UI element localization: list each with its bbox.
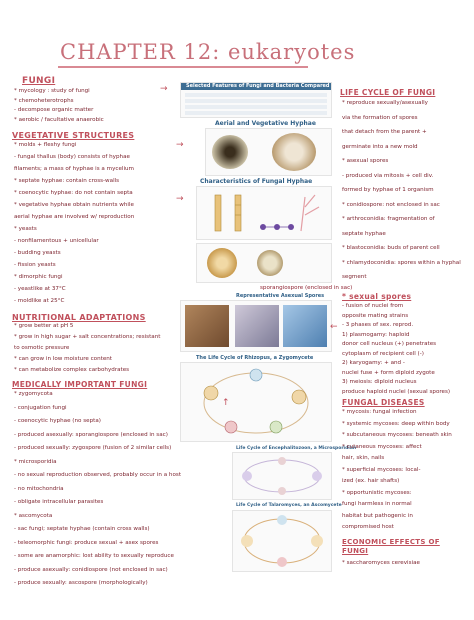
note-line: * cutaneous mycoses: affect [342,443,422,450]
colony-photo [272,133,316,171]
note-line: produce haploid nuclei (sexual spores) [342,388,451,395]
note-line: that detach from the parent + [342,129,427,135]
note-line: - fungal thallus (body) consists of hyphae [14,154,130,160]
note-line: - coenocytic hyphae (no septa) [14,418,101,424]
table-row [185,111,327,115]
note-line: nuclei fuse + form diploid zygote [342,369,435,376]
note-line: * saccharomyces cerevisiae [342,560,420,566]
ascomycete-figure-title: Life Cycle of Talaromyces, an Ascomycete [236,503,342,508]
note-line: cytoplasm of recipient cell (-) [342,350,424,357]
arrow-icon: → [176,194,184,204]
note-line: germinate into a new mold [342,143,418,150]
note-line: * vegetative hyphae obtain nutrients while [14,202,134,208]
note-line: * dimorphic fungi [14,274,63,280]
note-line: - produced sexually: zygospore (fusion of 2 similar cells) [14,445,172,451]
note-line: hair, skin, nails [342,455,385,461]
note-line: 1) plasmogamy: haploid [342,331,410,338]
asexual-spores-figure-title: Representative Asexual Spores [236,293,325,299]
table-title: Selected Features of Fungi and Bacteria Compared [186,83,330,89]
note-line: * can grow in low moisture content [14,356,113,362]
note-line: * asexual spores [342,158,389,164]
spore-photo [185,305,229,347]
note-line: habitat but pathogenic in [342,512,413,519]
note-line: - moldlike at 25°C [14,298,65,304]
note-line: segment [342,274,367,280]
note-line: - fission yeasts [14,262,56,268]
note-line: - produced asexually: sporangiospore (enclosed in sac) [14,431,168,438]
spore-photo [235,305,279,347]
yeast-photo [207,248,237,278]
fungal-diseases-heading: FUNGAL DISEASES [342,398,425,407]
budding-yeast-photo [257,250,283,276]
mold-photo [212,135,248,169]
life-cycle-heading: LIFE CYCLE OF FUNGI [340,88,436,97]
note-line: - nonfilamentous + unicellular [14,238,99,244]
note-line: aerial hyphae are involved w/ reproduction [14,214,135,220]
fungal-hyphae-figure-title: Characteristics of Fungal Hyphae [200,178,313,185]
note-line: filaments; a mass of hyphae is a mycelium [14,166,135,172]
hyphae-diagram [196,186,332,240]
microsporidian-figure-title: Life Cycle of Encephalitozoon, a Microsporidian [236,446,357,451]
note-line: * subcutaneous mycoses: beneath skin [342,432,452,438]
note-line: 2) karyogamy: + and - [342,360,405,366]
microsporidian-cycle-svg [233,453,331,499]
yeast-photo-panel [196,243,332,283]
note-line: - budding yeasts [14,250,61,256]
table-row [185,99,327,103]
arrow-icon: → [160,84,168,94]
note-line: - sac fungi; septate hyphae (contain cross walls) [14,526,150,532]
note-line: * ascomycota [14,512,53,519]
note-line: opposite mating strains [342,312,409,319]
asexual-spores-panel [180,300,332,352]
hyphae-photo-panel [205,128,332,176]
note-line: * mycology : study of fungi [14,88,90,94]
note-line: * blastoconidia: buds of parent cell [342,245,440,251]
note-line: * microsporidia [14,458,57,465]
note-line: * superficial mycoses: local- [342,466,421,473]
note-line: compromised host [342,524,394,530]
note-line: * chemoheterotrophs [14,97,74,104]
note-line: 3) meiosis: diploid nucleus [342,379,417,385]
note-line: - no sexual reproduction observed, probably occur in a host [14,472,182,478]
note-line: * molds + fleshy fungi [14,142,77,148]
medical-heading: MEDICALLY IMPORTANT FUNGI [12,380,148,389]
note-line: * septate hyphae: contain cross-walls [14,178,120,184]
note-line: via the formation of spores [342,114,418,121]
note-line: - obligate intracellular parasites [14,499,104,505]
note-line: * yeasts [14,226,37,232]
note-line: * mycosis: fungal infection [342,409,417,415]
nutrition-heading: NUTRITIONAL ADAPTATIONS [12,313,146,322]
hyphae-figure-title: Aerial and Vegetative Hyphae [215,120,316,127]
note-line: - yeastlike at 37°C [14,286,66,292]
note-line: - fusion of nuclei from [342,303,404,309]
note-line: * grow in high sugar + salt concentrations; resistant [14,334,161,340]
note-line: to osmotic pressure [14,345,70,351]
arrow-icon: ↑ [222,398,230,408]
arrow-icon: → [176,140,184,150]
microsporidian-life-cycle [232,452,332,500]
table-row [185,105,327,109]
note-line: - produced via mitosis + cell div. [342,172,434,179]
arrow-icon: ← [330,322,338,332]
title-underline [58,66,308,68]
economic-effects-heading: ECONOMIC EFFECTS OF FUNGI [342,538,440,555]
note-line: - no mitochondria [14,485,64,492]
note-line: donor cell nucleus (+) penetrates [342,341,437,347]
note-line: * can metabolize complex carbohydrates [14,367,130,373]
hyphae-diagram-svg [197,187,331,239]
note-line: - produce sexually: ascospore (morphologically) [14,580,148,586]
note-line: - decompose organic matter [14,107,94,113]
ascomycete-cycle-svg [233,511,331,571]
note-line: - conjugation fungi [14,404,67,411]
note-line: septate hyphae [342,230,386,237]
note-line: * chlamydoconidia: spores within a hyphal [342,259,461,266]
note-line: - 3 phases of sex. reprod. [342,322,414,328]
note-line: - produce asexually: conidiospore (not enclosed in sac) [14,566,168,573]
note-line: * coenocytic hyphae: do not contain septa [14,190,133,196]
rhizopus-life-cycle [180,362,332,442]
note-line: * zygomycota [14,391,53,397]
ascomycete-life-cycle [232,510,332,572]
note-line: * arthroconidia: fragmentation of [342,216,435,222]
note-line: - some are anamorphic: lost ability to sexually reproduce [14,553,174,559]
note-line: fungi harmless in normal [342,501,412,507]
page-title: CHAPTER 12: eukaryotes [60,40,356,64]
sporangiospore-annotation: sporangiospore (enclosed in sac) [260,285,353,291]
rhizopus-cycle-svg [181,363,331,441]
table-row [185,93,327,97]
note-line: * aerobic / facultative anaerobic [14,116,104,123]
spore-photo [283,305,327,347]
sexual-spores-heading: * sexual spores [342,292,412,301]
note-line: ized (ex. hair shafts) [342,478,400,484]
note-line: * opportunistic mycoses: [342,489,412,496]
fungi-heading: FUNGI [22,76,56,86]
rhizopus-figure-title: The Life Cycle of Rhizopus, a Zygomycete [196,355,314,361]
note-line: * reproduce sexually/asexually [342,100,428,106]
note-line: * systemic mycoses: deep within body [342,420,450,427]
note-line: formed by hyphae of 1 organism [342,187,434,193]
note-line: - teleomorphic fungi: produce sexual + asex spores [14,539,159,546]
note-line: * conidiospore: not enclosed in sac [342,201,440,208]
vegetative-heading: VEGETATIVE STRUCTURES [12,131,135,140]
note-line: * grow better at pH 5 [14,323,74,329]
